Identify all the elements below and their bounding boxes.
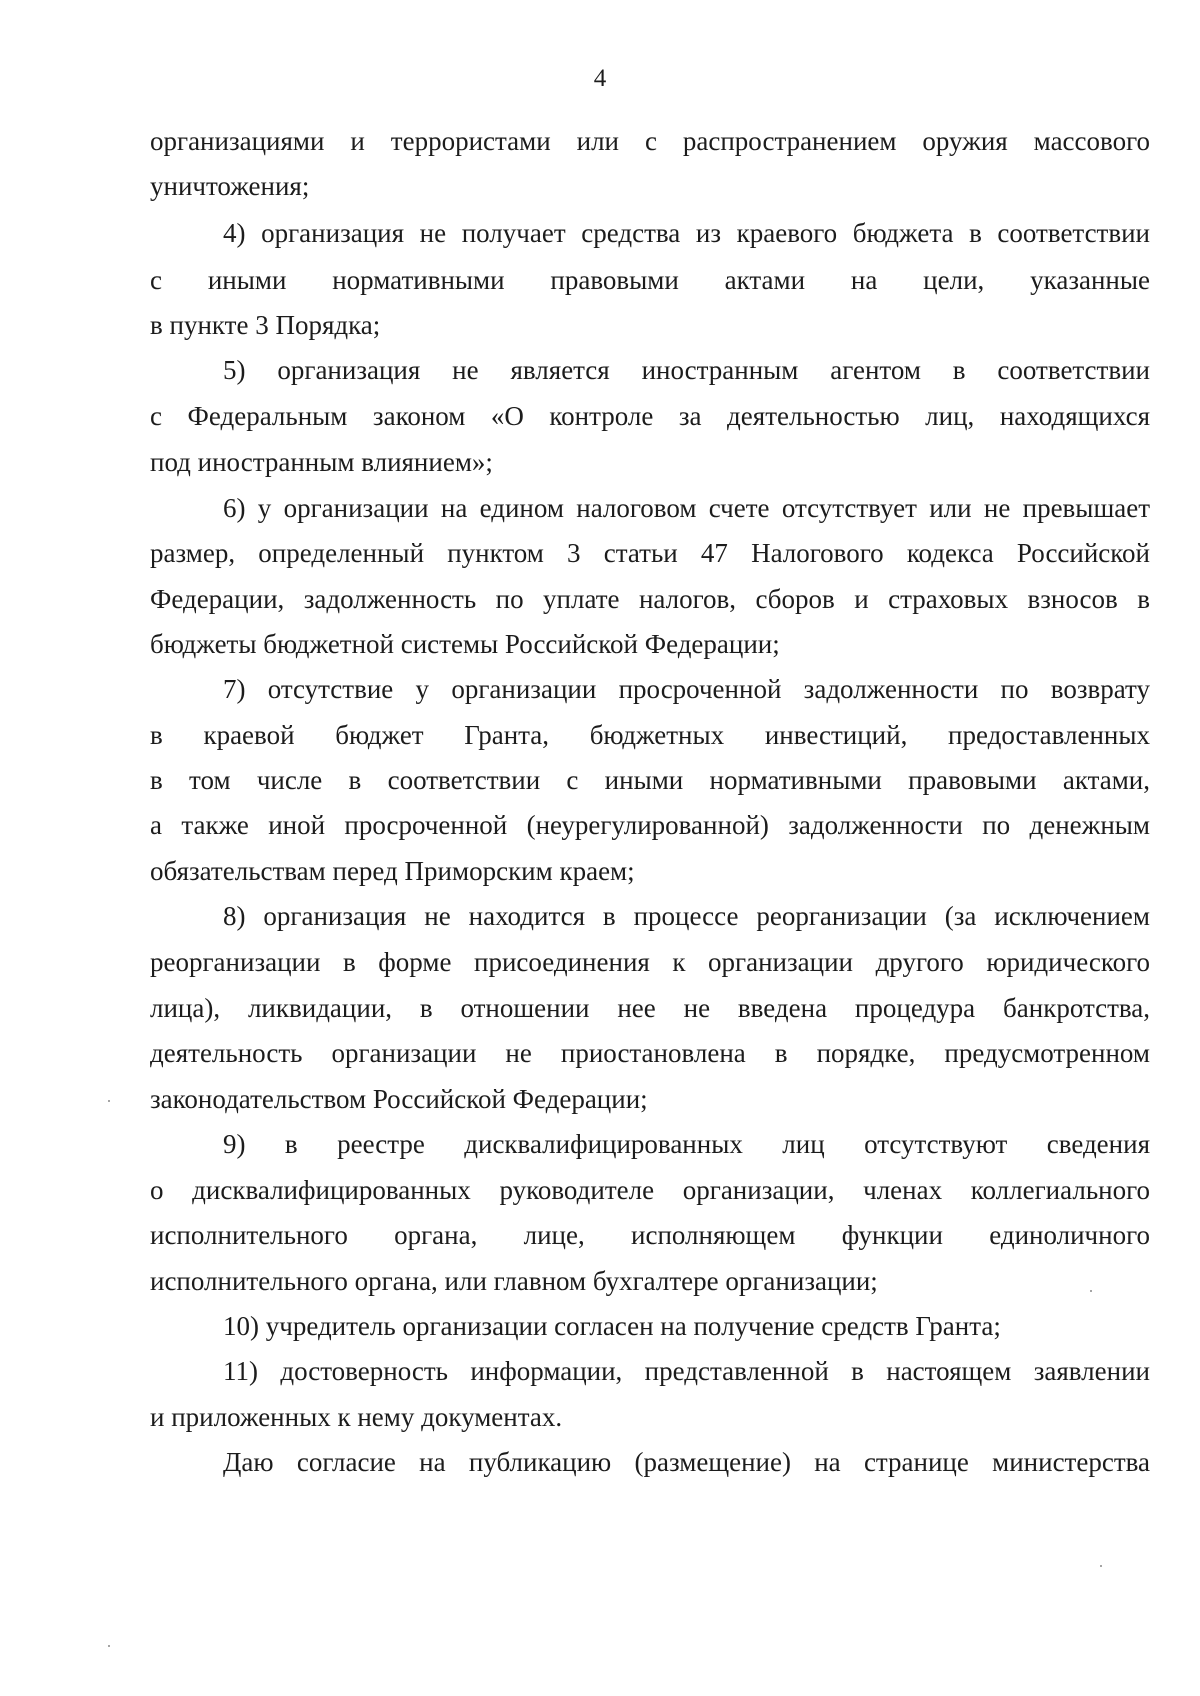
text-line: 7) отсутствие у организации просроченной задолженности по возврату — [223, 674, 1150, 704]
text-line: 11) достоверность информации, представленной в настоящем заявлении — [223, 1356, 1150, 1386]
text-line: реорганизации в форме присоединения к организации другого юридического — [150, 947, 1150, 977]
text-line: размер, определенный пунктом 3 статьи 47 Налогового кодекса Российской — [150, 538, 1150, 568]
text-line: обязательствам перед Приморским краем; — [150, 856, 635, 886]
text-line: исполнительного органа, или главном бухгалтере организации; — [150, 1266, 878, 1296]
text-line: в том числе в соответствии с иными нормативными правовыми актами, — [150, 765, 1150, 795]
scan-speck — [1090, 1290, 1092, 1292]
text-line: в пункте 3 Порядка; — [150, 310, 381, 340]
text-line: организациями и террористами или с распространением оружия массового — [150, 126, 1150, 156]
text-line: Даю согласие на публикацию (размещение) на странице министерства — [223, 1447, 1150, 1477]
text-line: деятельность организации не приостановлена в порядке, предусмотренном — [150, 1038, 1150, 1068]
text-line: под иностранным влиянием»; — [150, 447, 493, 477]
text-line: в краевой бюджет Гранта, бюджетных инвестиций, предоставленных — [150, 720, 1150, 750]
text-line: 4) организация не получает средства из краевого бюджета в соответствии — [223, 218, 1150, 248]
text-line: а также иной просроченной (неурегулированной) задолженности по денежным — [150, 810, 1150, 840]
text-line: 10) учредитель организации согласен на получение средств Гранта; — [223, 1311, 1001, 1341]
scan-speck — [108, 1645, 110, 1647]
text-line: Федерации, задолженность по уплате налогов, сборов и страховых взносов в — [150, 584, 1150, 614]
text-line: и приложенных к нему документах. — [150, 1402, 563, 1432]
text-line: 5) организация не является иностранным агентом в соответствии — [223, 355, 1150, 385]
page-number: 4 — [593, 65, 607, 92]
text-line: 9) в реестре дисквалифицированных лиц отсутствуют сведения — [223, 1129, 1150, 1159]
scan-speck — [1100, 1565, 1102, 1567]
scan-speck — [108, 1100, 110, 1102]
text-line: о дисквалифицированных руководителе организации, членах коллегиального — [150, 1175, 1150, 1205]
text-line: уничтожения; — [150, 171, 310, 201]
text-line: с иными нормативными правовыми актами на цели, указанные — [150, 265, 1150, 295]
text-line: с Федеральным законом «О контроле за деятельностью лиц, находящихся — [150, 401, 1150, 431]
text-line: 6) у организации на едином налоговом счете отсутствует или не превышает — [223, 493, 1150, 523]
text-line: 8) организация не находится в процессе реорганизации (за исключением — [223, 901, 1150, 931]
text-line: лица), ликвидации, в отношении нее не введена процедура банкротства, — [150, 993, 1150, 1023]
text-line: бюджеты бюджетной системы Российской Федерации; — [150, 629, 780, 659]
text-line: законодательством Российской Федерации; — [150, 1084, 648, 1114]
text-line: исполнительного органа, лице, исполняющем функции единоличного — [150, 1220, 1150, 1250]
